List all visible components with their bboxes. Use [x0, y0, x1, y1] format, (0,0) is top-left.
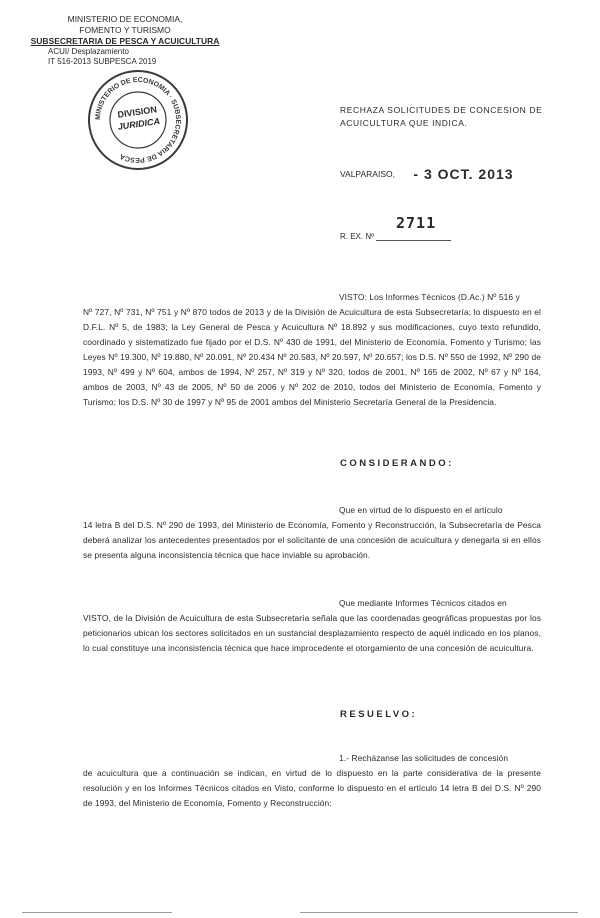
- resolution-underline: [376, 240, 451, 241]
- seal-line-2: JURIDICA: [117, 116, 161, 132]
- considerando-p2-first: Que mediante Informes Técnicos citados en: [339, 598, 507, 608]
- reference-line-2: IT 516-2013 SUBPESCA 2019: [48, 57, 157, 66]
- reference-line-1: ACUI/ Desplazamiento: [48, 47, 129, 56]
- seal-ring-text: MINISTERIO DE ECONOMIA · SUBSECRETARIA DE PESCA: [94, 76, 182, 164]
- considerando-p1-first: Que en virtud de lo dispuesto en el artículo: [339, 505, 503, 515]
- considerando-paragraph-1: [83, 503, 541, 563]
- date-stamp: - 3 OCT. 2013: [413, 165, 514, 182]
- ministry-line-1: MINISTERIO DE ECONOMIA,: [67, 14, 183, 24]
- ministry-line-2: FOMENTO Y TURISMO: [79, 25, 171, 35]
- ministry-header: [30, 14, 220, 67]
- subsecretaria-line: SUBSECRETARIA DE PESCA Y ACUICULTURA: [30, 36, 220, 46]
- considerando-heading: CONSIDERANDO:: [340, 458, 454, 469]
- footer-rule-left: [22, 912, 172, 913]
- visto-body: Nº 727, Nº 731, Nº 751 y Nº 870 todos de 2013 y de la División de Acuicultura de esta Subsecretaría; lo dispuesto en el D.F.L. Nº 5, de 1983; la Ley General de Pesca y Acuicultura Nº 18.892 y sus modificaciones, cuyo texto refundido, coordinado y sistematizado fue fijado por el D.S. Nº 430 de 1991, del Ministerio de Economía, Fomento y Turismo; las Leyes Nº 19.300, Nº 19.880, Nº 20.091, Nº 20.434 Nº 20.583, Nº 20.597, Nº 20.657; los D.S. Nº 550 de 1992, Nº 290 de 1993, Nº 499 y Nº 604, ambos de 1994, Nº 257, Nº 319 y Nº 320, todos de 2001, Nº 165 de 2002, Nº 67 y Nº 164, ambos de 2003, Nº 43 de 2005, Nº 50 de 2006 y Nº 202 de 2010, todos del Ministerio de Economía, Fomento y Turismo; los D.S. Nº 30 de 1997 y Nº 95 de 2001 ambos del Ministerio Secretaría General de la Presidencia.: [83, 307, 541, 407]
- considerando-paragraph-2: [83, 596, 541, 656]
- subject-line-1: RECHAZA SOLICITUDES DE CONCESION DE: [340, 105, 543, 115]
- resuelvo-heading: RESUELVO:: [340, 709, 418, 720]
- seal-line-1: DIVISION: [116, 104, 158, 120]
- division-juridica-seal: [88, 70, 188, 170]
- subject-block: [340, 104, 560, 130]
- resuelvo-paragraph-1: [83, 751, 541, 811]
- place-date: [340, 165, 540, 183]
- resuelvo-p1-first: 1.- Recházanse las solicitudes de concesión: [339, 753, 509, 763]
- resuelvo-p1-body: de acuicultura que a continuación se indican, en virtud de lo dispuesto en la parte considerativa de la presente resolución y en los Informes Técnicos citados en Visto, conforme lo dispuesto en el artículo 14 letra B del D.S. Nº 290 de 1993, del Ministerio de Economía, Fomento y Reconstrucción:: [83, 768, 541, 808]
- visto-first-line: VISTO: Los Informes Técnicos (D.Ac.) Nº 516 y: [339, 292, 520, 302]
- city: VALPARAISO,: [340, 168, 395, 179]
- subject-line-2: ACUICULTURA QUE INDICA.: [340, 118, 468, 128]
- considerando-p1-body: 14 letra B del D.S. Nº 290 de 1993, del Ministerio de Economía, Fomento y Reconstrucción, la Subsecretaría de Pesca deberá analizar los antecedentes presentados por el solicitante de una concesión de acuicultura y denegarla si en ellos se presenta alguna inconsistencia técnica que hace inviable su aprobación.: [83, 520, 541, 560]
- resolution-label: R. EX. Nº: [340, 232, 465, 241]
- visto-section: [83, 290, 541, 410]
- considerando-p2-body: VISTO, de la División de Acuicultura de esta Subsecretaría señala que las coordenadas geográficas propuestas por los peticionarios ubican los sectores solicitados en un sustancial desplazamiento respecto de aquél indicado en los planos, lo cual constituye una inconsistencia técnica que hace improcedente el otorgamiento de una concesión de acuicultura.: [83, 613, 541, 653]
- resolution-number: 2711: [396, 214, 437, 232]
- footer-rule-right: [300, 912, 578, 913]
